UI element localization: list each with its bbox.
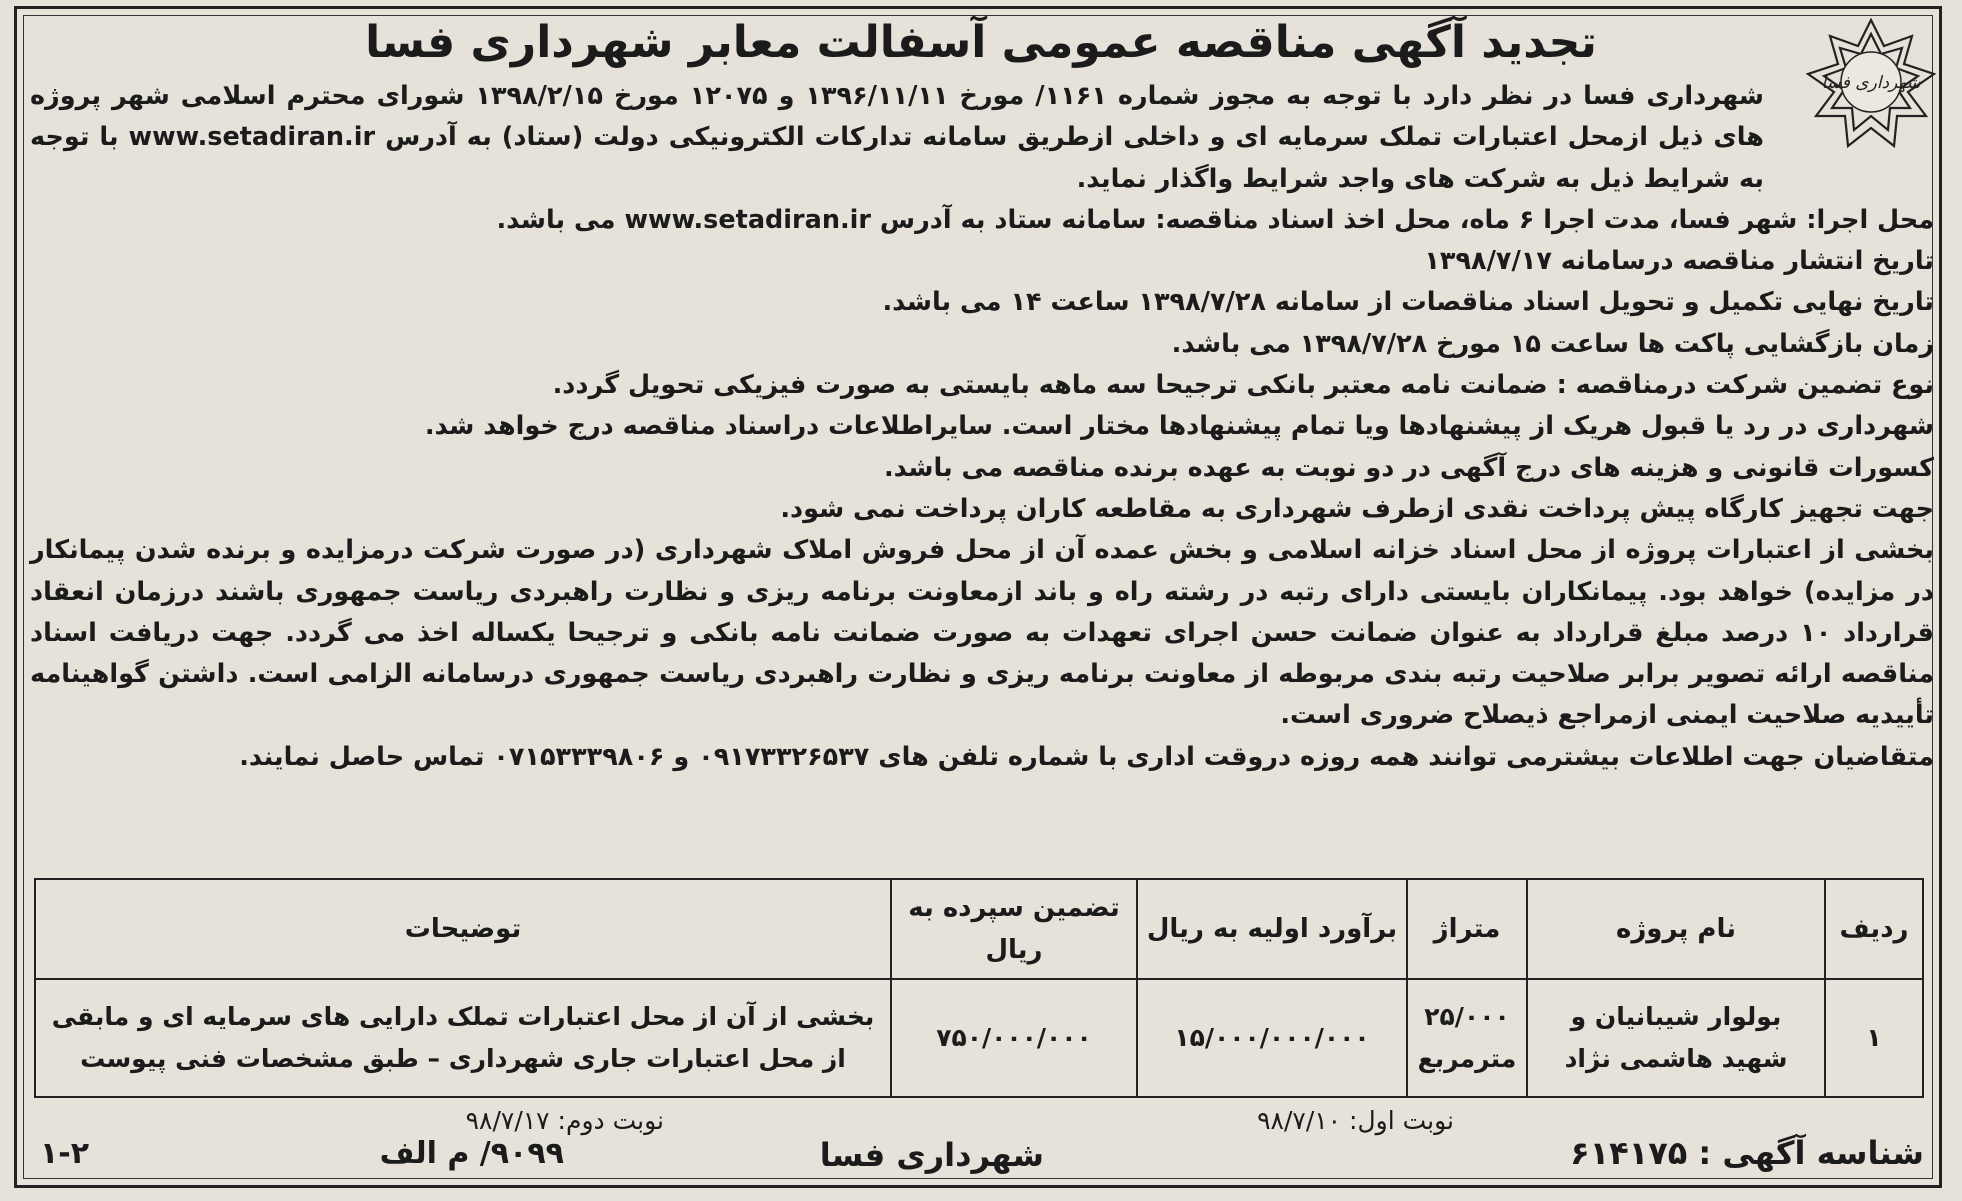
contact-line: متقاضیان جهت اطلاعات بیشترمی توانند همه روزه دروقت اداری با شماره تلفن های ۰۹۱۷۳۳۲۶۵۳۷ و ۰۷۱۵۳۳۳۹۸۰۶ تماس حاصل نمایند. [239,741,1934,772]
publish-date-line: تاریخ انتشار مناقصه درسامانه ۱۳۹۸/۷/۱۷ [1424,246,1934,277]
execution-location-line: محل اجرا: شهر فسا، مدت اجرا ۶ ماه، محل اخذ اسناد مناقصه: سامانه ستاد به آدرس www.setadiran.ir می باشد. [496,204,1934,235]
header-project-name: نام پروژه [1527,879,1825,979]
publisher-name: شهرداری فسا [819,1136,1044,1174]
ad-code: ۹۰۹۹/ م الف [379,1136,564,1171]
tender-table [34,878,1924,1098]
ad-title: تجدید آگهی مناقصه عمومی آسفالت معابر شهرداری فسا [365,17,1597,68]
funding-conditions-paragraph: بخشی از اعتبارات پروژه از محل اسناد خزانه اسلامی و بخش عمده آن از محل فروش املاک شهرداری (در صورت شرکت درمزایده و برنده شدن پیمانکار در مزایده) خواهد بود. پیمانکاران بایستی دارای رتبه در رشته راه و باند ازمعاونت برنامه ریزی و نظارت راهبردی ریاست جمهوری باشند درزمان انعقاد قرارداد ۱۰ درصد مبلغ قرارداد به عنوان ضمانت حسن اجرای تعهدات به صورت ضمانت نامه بانکی و ترجیحا یکساله اخذ می گردد. جهت دریافت اسناد مناقصه ارائه تصویر برابر صلاحیت رتبه بندی مربوطه از معاونت برنامه ریزی و نظارت راهبردی ریاست جمهوری درسامانه الزامی است. داشتن گواهینامه تأییدیه صلاحیت ایمنی ازمراجع ذیصلاح ضروری است. [30,535,1934,731]
header-estimate: برآورد اولیه به ریال [1137,879,1407,979]
header-area: متراژ [1407,879,1527,979]
rights-reserved-line: شهرداری در رد یا قبول هریک از پیشنهادها ویا تمام پیشنهادها مختار است. سایراطلاعات دراسناد مناقصه درج خواهد شد. [424,411,1934,442]
header-description: توضیحات [35,879,891,979]
legal-deductions-line: کسورات قانونی و هزینه های درج آگهی در دو نوبت به عهده برنده مناقصه می باشد. [884,452,1934,483]
cell-estimate: ۱۵/۰۰۰/۰۰۰/۰۰۰ [1137,979,1407,1097]
prepayment-line: جهت تجهیز کارگاه پیش پرداخت نقدی ازطرف شهرداری به مقاطعه کاران پرداخت نمی شود. [780,493,1934,524]
ad-id: شناسه آگهی : ۶۱۴۱۷۵ [1570,1134,1924,1172]
logo-text: شهرداری فسا [1821,73,1921,93]
deadline-line: تاریخ نهایی تکمیل و تحویل اسناد مناقصات از سامانه ۱۳۹۸/۷/۲۸ ساعت ۱۴ می باشد. [882,287,1934,318]
cell-guarantee: ۷۵۰/۰۰۰/۰۰۰ [891,979,1137,1097]
header-guarantee: تضمین سپرده به ریال [891,879,1137,979]
cell-area: ۲۵/۰۰۰ مترمربع [1407,979,1527,1097]
page-reference: ۱-۲ [40,1136,90,1171]
first-round-date: نوبت اول: ۹۸/۷/۱۰ [1257,1106,1454,1135]
opening-time-line: زمان بازگشایی پاکت ها ساعت ۱۵ مورخ ۱۳۹۸/۷/۲۸ می باشد. [1171,328,1934,359]
cell-row-no: ۱ [1825,979,1923,1097]
cell-project-name: بولوار شیبانیان و شهید هاشمی نژاد [1527,979,1825,1097]
second-round-date: نوبت دوم: ۹۸/۷/۱۷ [465,1106,664,1135]
intro-paragraph: شهرداری فسا در نظر دارد با توجه به مجوز شماره ۱۱۶۱/ مورخ ۱۳۹۶/۱۱/۱۱ و ۱۲۰۷۵ مورخ ۱۳۹۸/۲/۱۵ شورای محترم اسلامی شهر پروژه های ذیل ازمحل اعتبارات تملک سرمایه ای و داخلی ازطریق سامانه تدارکات الکترونیکی دولت (ستاد) به آدرس www.setadiran.ir با توجه به شرایط ذیل به شرکت های واجد شرایط واگذار نماید. [30,81,1765,194]
header-row-no: ردیف [1825,879,1923,979]
guarantee-type-line: نوع تضمین شرکت درمناقصه : ضمانت نامه معتبر بانکی ترجیحا سه ماهه بایستی به صورت فیزیکی تحویل گردد. [552,370,1934,401]
table-header-row [35,879,1923,979]
table-row [35,979,1923,1097]
ad-body [30,76,1934,778]
cell-description: بخشی از آن از محل اعتبارات تملک دارایی های سرمایه ای و مابقی از محل اعتبارات جاری شهرداری – طبق مشخصات فنی پیوست [35,979,891,1097]
ad-footer [34,1106,1924,1182]
